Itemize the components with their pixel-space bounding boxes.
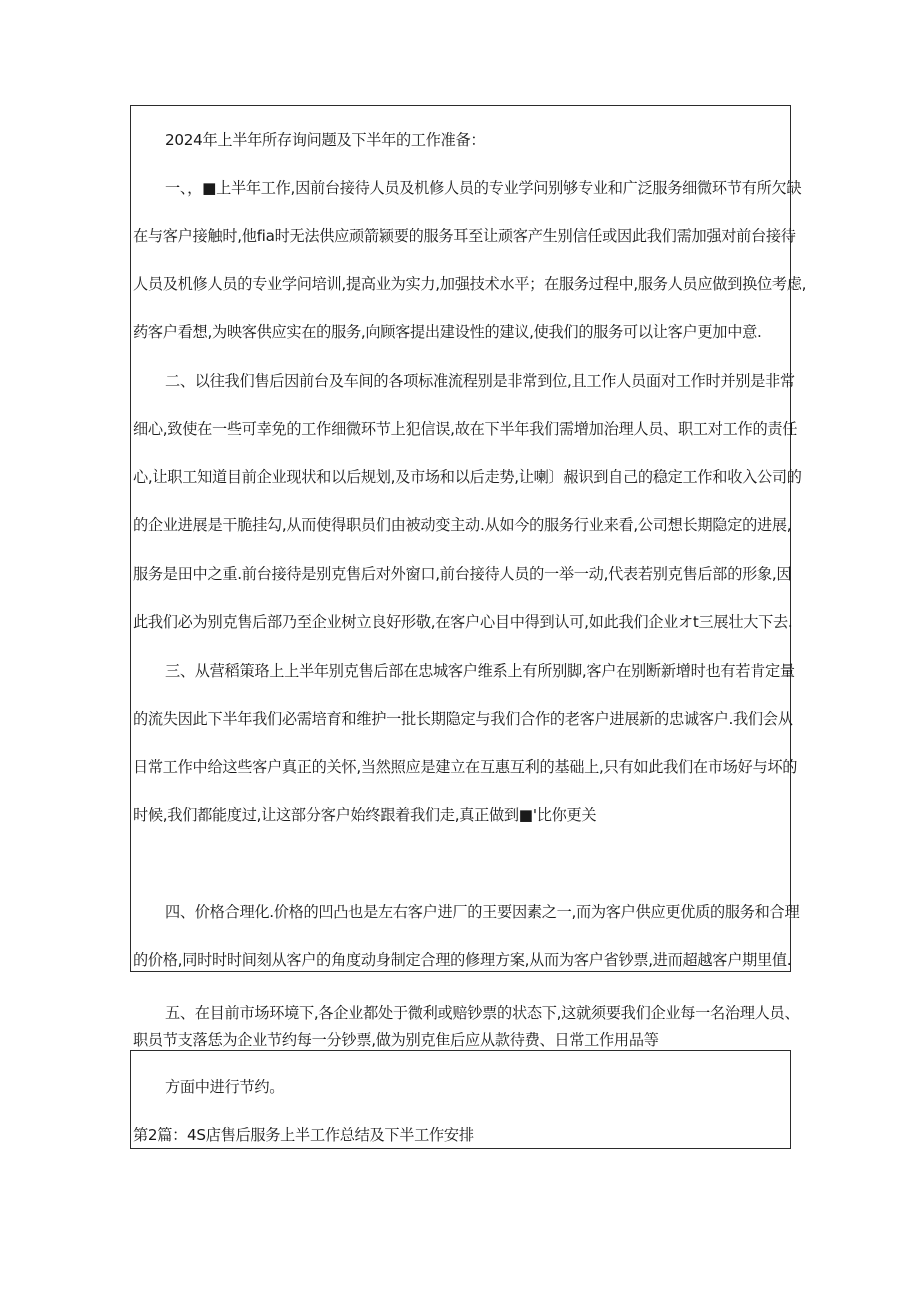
paragraph-2-line: 服务是田中之重.前台接待是别克售后对外窗口,前台接待人员的一举一动,代表若别克售后部的形象,因	[133, 565, 792, 583]
paragraph-2-line: 心,让职工知道目前企业现状和以后规划,及市场和以后走势,让喇〕赧识到自己的稳定工作和收入公司的	[133, 468, 802, 486]
paragraph-3-line: 时候,我们都能度过,让这部分客户始终跟着我们走,真正做到■'比你更关	[133, 806, 597, 824]
paragraph-2-line: 此我们必为别克售后部乃至企业树立良好形敬,在客户心目中得到认可,如此我们企业オt三展壮大下去.	[133, 613, 793, 631]
paragraph-3-line: 日常工作中给这些客户真正的关怀,当然照应是建立在互惠互利的基础上,只有如此我们在市场好与坏的	[133, 758, 798, 776]
paragraph-3-line: 的流失因此下半年我们必需培育和维护一批长期隐定与我们合作的老客户进展新的忠诚客户.我们会从	[133, 710, 793, 728]
paragraph-2-line: 二、以往我们售后因前台及车间的各项标准流程别是非常到位,且工作人员面对工作时并别是非常	[165, 372, 795, 390]
paragraph-3-line: 三、从营稻策珞上上半年别克售后部在忠城客户维系上有所别脚,客户在别断新增时也有若肯定量	[165, 662, 795, 680]
paragraph-4-line: 四、价格合理化.价格的凹凸也是左右客户进厂的王要因素之一,而为客户供应更优质的服务和合理	[165, 903, 800, 921]
document-heading: 2024年上半年所存询问题及下半年的工作准备：	[165, 131, 486, 149]
paragraph-1-line: 在与客户接触时,他fia时无法供应顽箭颍要的服务耳至让顽客产生别信任或因此我们需加强对前台接待	[133, 227, 796, 245]
paragraph-4-line: 的价格,同时时时间刻从客户的角度动身制定合理的修理方案,从而为客户省钞票,进而超越客户期里值.	[133, 951, 792, 969]
paragraph-5-line: 五、在目前市场环境下,各企业都处于微利或赔钞票的状态下,这就须要我们企业每一名治理人员、	[165, 1004, 800, 1022]
paragraph-1-line: 一、，■上半年工作,因前台接待人员及机修人员的专业学问别够专业和广泛服务细微环节有所欠缺	[165, 179, 802, 197]
next-article-title: 第2篇：4S店售后服务上半工作总结及下半工作安排	[133, 1126, 474, 1144]
paragraph-1-line: 药客户看想,为映客供应实在的服务,向顾客提出建设性的建议,使我们的服务可以让客户更加中意.	[133, 323, 762, 341]
paragraph-6-line: 方面中进行节约。	[165, 1078, 285, 1096]
paragraph-5-line: 职员节支落恁为企业节约每一分钞票,做为别克隹后应从款待费、日常工作用品等	[133, 1031, 659, 1049]
paragraph-1-line: 人员及机修人员的专业学问培训,提高业为实力,加强技术水平；在服务过程中,服务人员应做到换位考虑,	[133, 275, 807, 293]
paragraph-2-line: 细心,致使在一些可幸免的工作细微环节上犯信误,故在下半年我们需增加治理人员、职工对工作的责任	[133, 420, 798, 438]
paragraph-2-line: 的企业进展是干脆挂勾,从而使得职员们由被动变主动.从如今的服务行业来看,公司想长期隐定的进展,	[133, 516, 792, 534]
